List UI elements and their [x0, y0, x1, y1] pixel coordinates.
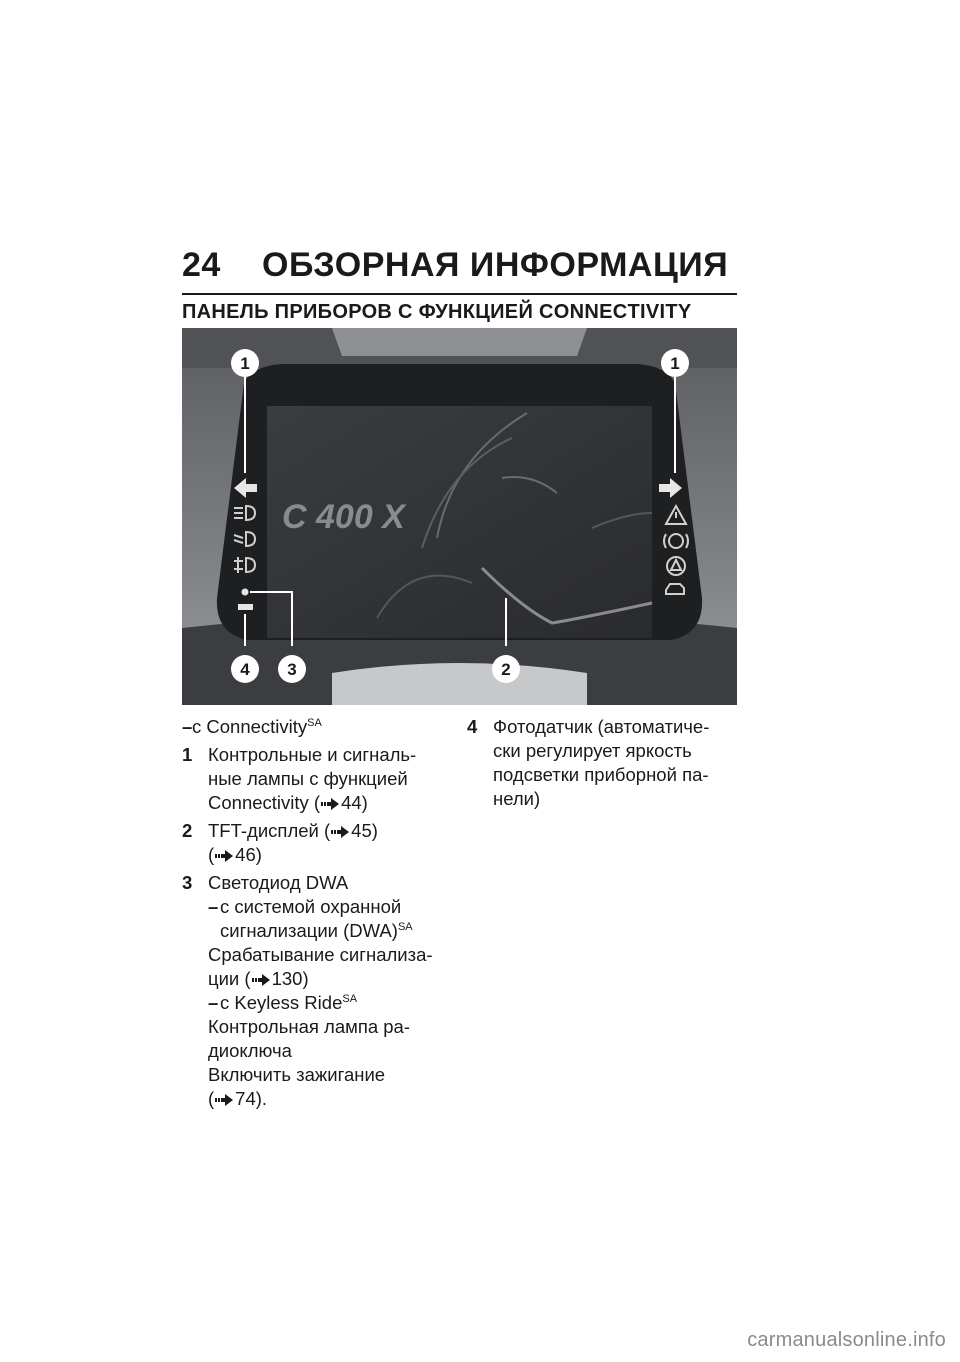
- section-title: ПАНЕЛЬ ПРИБОРОВ С ФУНКЦИЕЙ CONNECTIVITY: [182, 301, 692, 323]
- svg-text:3: 3: [287, 660, 297, 679]
- windshield-glass: [332, 328, 587, 356]
- legend-item-number: 2: [182, 820, 193, 841]
- photo-sensor: [238, 604, 253, 610]
- page-ref-arrow-icon: [215, 850, 233, 862]
- page-ref-arrow-icon: [321, 798, 339, 810]
- legend-item-number: 3: [182, 872, 193, 893]
- chapter-title: ОБЗОРНАЯ ИНФОРМАЦИЯ: [262, 246, 729, 284]
- page-ref-link[interactable]: 45): [351, 820, 378, 841]
- condition-note: – с Keyless Ride$^{SA}$: [208, 992, 358, 1013]
- legend-item-number: 1: [182, 744, 193, 765]
- callout-1-right: [661, 349, 689, 377]
- legend-intro: – с Connectivity$^{SA}$: [182, 716, 322, 737]
- svg-text:1: 1: [240, 354, 250, 373]
- callout-3: [278, 655, 306, 683]
- dash-marker: –: [208, 896, 219, 917]
- callout-4: [231, 655, 259, 683]
- instrument-panel-illustration: [182, 328, 737, 705]
- callout-2: [492, 655, 520, 683]
- svg-text:2: 2: [501, 660, 511, 679]
- legend-item-3: 3 Светодиод DWA – с системой охранной сигнализации (DWA)$^{SA}$ Срабатывание сигнализа- ции ( 130) – с Keyless Ride$^{SA}$ Контрольная лампа ра- диоключа Включить зажигание ( 74).: [182, 871, 452, 1111]
- page-header: [182, 246, 737, 286]
- page-ref-arrow-icon: [215, 1094, 233, 1106]
- page-ref-arrow-icon: [331, 826, 349, 838]
- legend-left-column: [182, 715, 452, 1111]
- callout-1-left: [231, 349, 259, 377]
- page-number: 24: [182, 246, 221, 284]
- page-ref-link[interactable]: 130): [271, 968, 309, 989]
- page-ref-link[interactable]: 74).: [235, 1088, 268, 1109]
- legend-right-column: [467, 715, 737, 811]
- watermark: carmanualsonline.info: [747, 1329, 946, 1351]
- page-ref-link[interactable]: 44): [341, 792, 368, 813]
- legend-item-4: 4 Фотодатчик (автоматиче- ски регулирует яркость подсветки приборной па- нели): [467, 716, 710, 809]
- instrument-panel-figure: [182, 328, 737, 705]
- svg-text:4: 4: [240, 660, 250, 679]
- dash-marker: –: [182, 716, 193, 737]
- screen-logo: C 400 X: [282, 498, 405, 536]
- header-rule: [182, 293, 737, 295]
- legend-item-number: 4: [467, 716, 478, 737]
- dwa-led: [242, 589, 249, 596]
- dash-marker: –: [208, 992, 219, 1013]
- fairing-highlight: [332, 663, 587, 705]
- legend-item-2: 2 TFT-дисплей ( 45) ( 46): [182, 820, 378, 865]
- page-ref-arrow-icon: [252, 974, 270, 986]
- condition-note: – с системой охранной: [208, 896, 402, 917]
- page-ref-link[interactable]: 46): [235, 844, 262, 865]
- legend-item-1: 1 Контрольные и сигналь- ные лампы с функцией Connectivity ( 44): [182, 744, 417, 813]
- svg-text:1: 1: [670, 354, 680, 373]
